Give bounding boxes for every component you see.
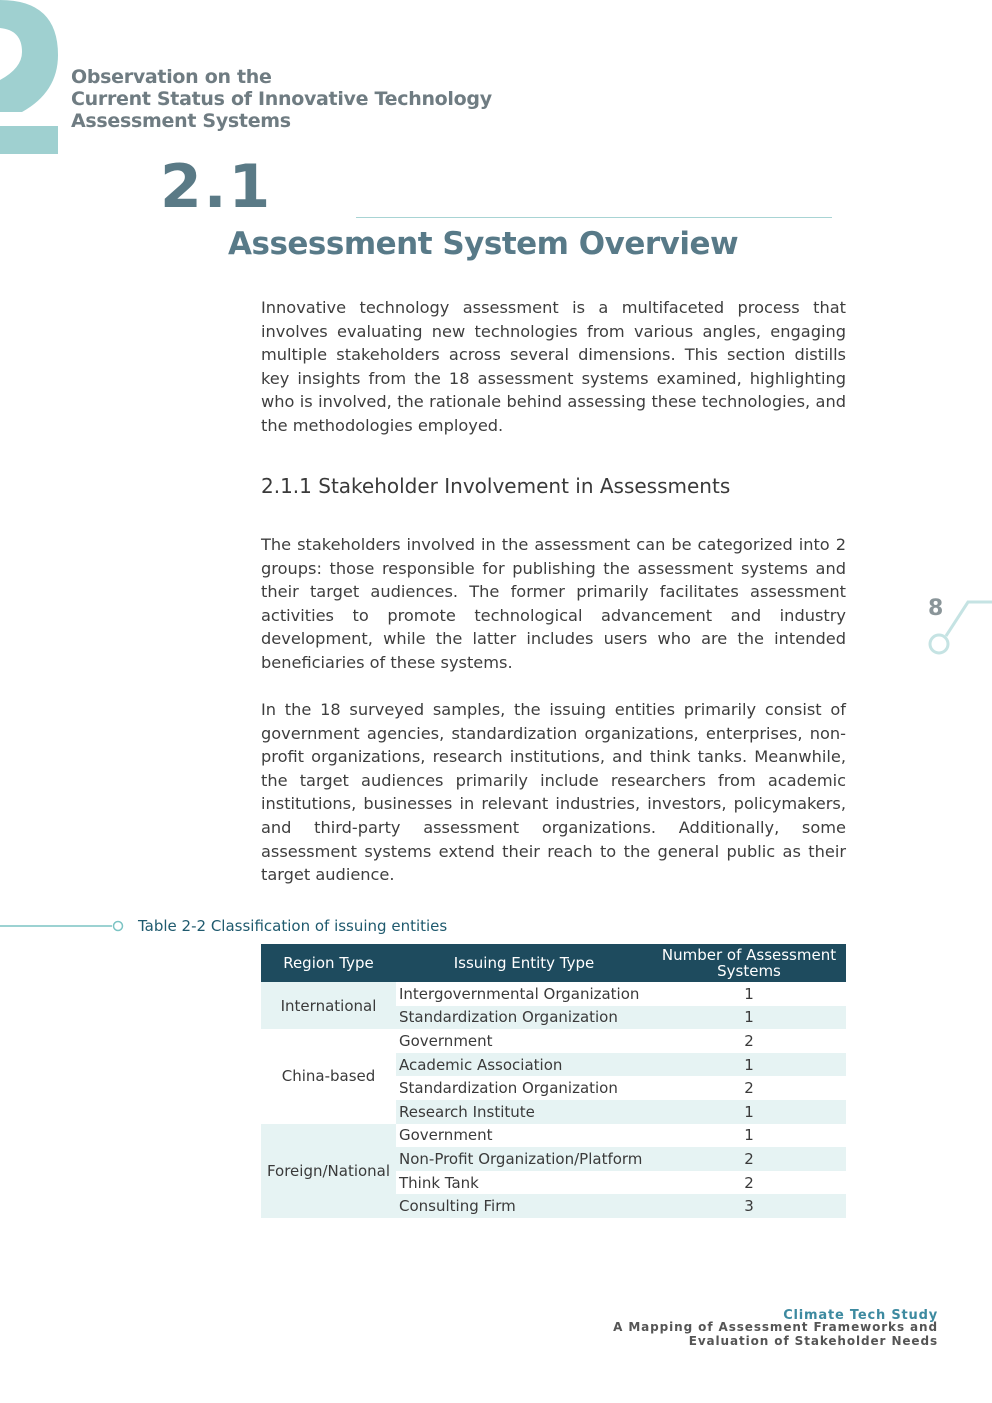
subsection-title: 2.1.1 Stakeholder Involvement in Assessments [261,474,731,498]
count-cell: 2 [744,1079,754,1098]
issuing-entities-table [261,944,846,1218]
table-caption: Table 2-2 Classification of issuing entities [138,917,448,935]
count-cell: 1 [744,1055,754,1074]
samples-paragraph: In the 18 surveyed samples, the issuing entities primarily consist of government agencies, standardization organizations, enterprises, non-profit organizations, research institutions, and think tanks. Meanwhile, the target audiences primarily include researchers from academic institutions, businesses in relevant industries, investors, policymakers, and third-party assessment organizations. Additionally, some assessment systems extend their reach to the general public as their target audience. [261,700,846,885]
chapter-numeral-graphic [0,0,60,160]
count-cell: 2 [744,1149,754,1168]
count-cell: 2 [744,1173,754,1192]
column-header-entity: Issuing Entity Type [396,944,652,982]
entity-cell: Consulting Firm [399,1197,516,1216]
entity-cell: Academic Association [399,1055,563,1074]
column-header-region: Region Type [261,944,396,982]
count-cell: 3 [744,1197,754,1216]
column-header-count: Number of Assessment Systems [652,944,846,982]
entity-cell: Non-Profit Organization/Platform [399,1149,643,1168]
intro-paragraph: Innovative technology assessment is a multifaceted process that involves evaluating new technologies from various angles, engaging multiple stakeholders across several dimensions. This section distills key insights from the 18 assessment systems examined, highlighting who is involved, the rationale behind assessing these technologies, and the methodologies employed. [261,298,846,435]
region-cell: China-based [281,1067,376,1086]
section-number: 2.1 [160,152,273,222]
chapter-title-line: Assessment Systems [71,110,291,132]
table-row [261,1124,846,1148]
section-title: Assessment System Overview [228,226,739,262]
footer-subtitle-line: Evaluation of Stakeholder Needs [688,1334,938,1348]
entity-cell: Government [399,1031,493,1050]
count-cell: 1 [744,1008,754,1027]
entity-cell: Standardization Organization [399,1079,618,1098]
page-number: 8 [928,596,944,621]
entity-cell: Government [399,1126,493,1145]
chapter-title [71,66,531,132]
footer-study-title: Climate Tech Study [783,1308,938,1323]
footer-subtitle-line: A Mapping of Assessment Frameworks and [613,1320,938,1334]
count-cell: 1 [744,984,754,1003]
section-divider [356,217,832,218]
region-cell: International [261,982,396,1029]
entity-cell: Standardization Organization [399,1008,618,1027]
region-cell: Foreign/National [261,1124,396,1218]
chapter-title-line: Current Status of Innovative Technology [71,88,492,110]
entity-cell: Think Tank [399,1173,479,1192]
entity-cell: Research Institute [399,1102,535,1121]
count-cell: 2 [744,1031,754,1050]
table-row [261,982,846,1006]
table-header-row [261,944,846,982]
stakeholders-paragraph: The stakeholders involved in the assessment can be categorized into 2 groups: those responsible for publishing the assessment systems and their target audiences. The former primarily facilitates assessment activities to promote technological advancement and industry development, while the latter includes users who are the intended beneficiaries of these systems. [261,535,846,672]
entity-cell: Intergovernmental Organization [399,984,640,1003]
count-cell: 1 [744,1126,754,1145]
count-cell: 1 [744,1102,754,1121]
table-row [261,1029,846,1053]
chapter-title-line: Observation on the [71,66,272,88]
caption-connector-icon [0,918,130,934]
